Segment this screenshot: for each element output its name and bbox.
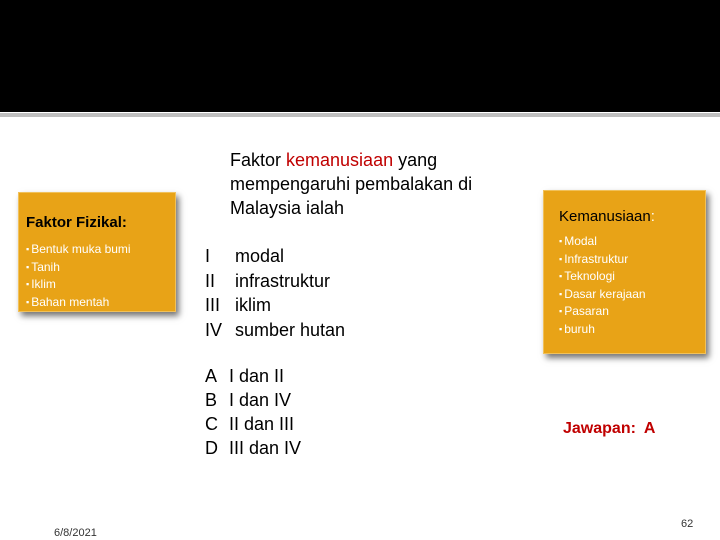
statement-row — [205, 318, 345, 343]
statement-row — [205, 244, 345, 269]
slide-date: 6/8/2021 — [54, 527, 97, 539]
option-row — [205, 436, 301, 460]
option-text: I dan IV — [229, 390, 292, 410]
statement-text: infrastruktur — [235, 270, 331, 291]
list-item: ▪ buruh — [559, 321, 705, 339]
question-text — [230, 148, 520, 220]
list-item: ▪ Dasar kerajaan — [559, 286, 705, 304]
list-item: ▪ Teknologi — [559, 268, 705, 286]
question-pre: Faktor — [230, 150, 287, 170]
statement-row — [205, 269, 345, 294]
option-row — [205, 364, 301, 388]
physical-factors-box — [18, 192, 176, 312]
answer-value: A — [643, 420, 656, 437]
question-line-2: mempengaruhi pembalakan di — [230, 174, 473, 194]
question-post: yang — [393, 150, 438, 170]
option-text: II dan III — [229, 414, 295, 434]
answer-options — [205, 364, 301, 460]
list-item: ▪ Modal — [559, 233, 705, 251]
answer-text — [563, 420, 655, 438]
option-letter: A — [205, 366, 218, 386]
human-factors-box — [543, 190, 706, 354]
slide-number: 62 — [681, 518, 694, 530]
human-factors-title-colon: : — [650, 208, 655, 225]
list-item: ▪ Iklim — [26, 276, 175, 294]
physical-factors-title: Faktor Fizikal: — [26, 214, 127, 231]
option-letter: B — [205, 390, 218, 410]
statement-row — [205, 293, 345, 318]
statement-numeral: III — [205, 295, 221, 315]
header-divider — [0, 113, 720, 117]
human-factors-title — [559, 207, 705, 227]
option-letter: D — [205, 438, 218, 458]
statement-numeral: I — [205, 246, 211, 266]
human-factors-list — [559, 233, 705, 338]
question-highlight: kemanusiaan — [286, 150, 394, 170]
statement-numeral: II — [205, 270, 216, 291]
human-factors-title-text: Kemanusiaan — [559, 208, 651, 225]
list-item: ▪ Bentuk muka bumi — [26, 241, 175, 259]
physical-factors-list — [26, 241, 175, 311]
statement-list — [205, 244, 345, 342]
answer-label: Jawapan: — [563, 420, 636, 437]
list-item: ▪ Tanih — [26, 259, 175, 277]
option-row — [205, 388, 301, 412]
statement-text: iklim — [235, 295, 271, 315]
question-line-1 — [230, 148, 520, 172]
option-row — [205, 412, 301, 436]
list-item: ▪ Bahan mentah — [26, 294, 175, 312]
header-band — [0, 0, 720, 112]
option-letter: C — [205, 414, 218, 434]
statement-text: modal — [235, 246, 285, 266]
option-text: III dan IV — [229, 438, 302, 458]
list-item: ▪ Infrastruktur — [559, 251, 705, 269]
option-text: I dan II — [229, 366, 285, 386]
statement-numeral: IV — [205, 319, 223, 340]
statement-text: sumber hutan — [235, 319, 346, 340]
question-line-3: Malaysia ialah — [230, 198, 345, 218]
list-item: ▪ Pasaran — [559, 303, 705, 321]
